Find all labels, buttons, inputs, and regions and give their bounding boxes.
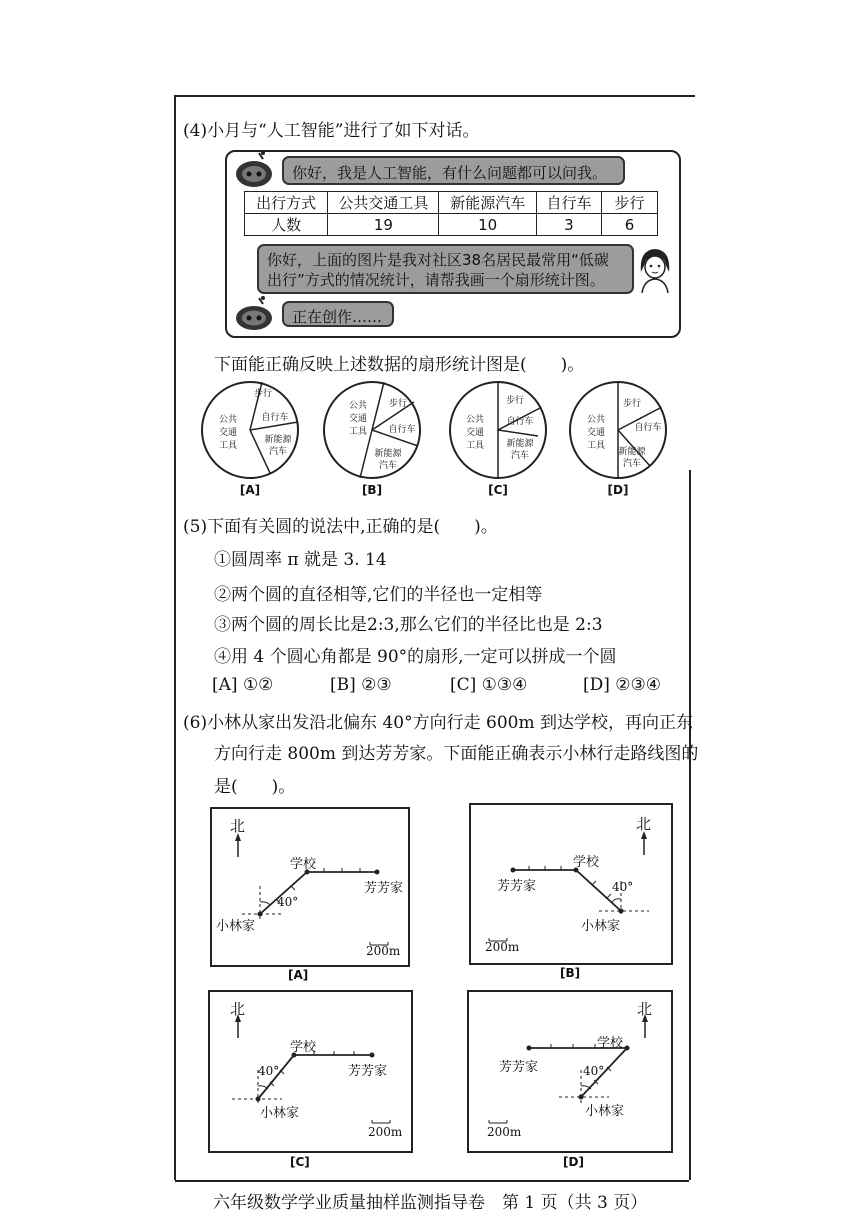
scale-label: 200m <box>366 944 401 958</box>
pie-label: 工具 <box>586 441 606 451</box>
pie-label: 自行车 <box>506 417 534 427</box>
robot-message-1: 你好，我是人工智能，有什么问题都可以问我。 <box>282 156 625 185</box>
map-option-a-label[interactable]: [A] <box>288 968 309 982</box>
pie-label: 新能源 <box>618 447 646 457</box>
girl-avatar-icon <box>636 246 674 294</box>
pie-label: 工具 <box>218 441 238 451</box>
frame-bottom-line <box>175 1180 689 1182</box>
route-map-b <box>469 803 673 965</box>
table-cell: 19 <box>328 214 439 236</box>
q6-line3: 是( )。 <box>214 777 296 797</box>
pie-label: 步行 <box>505 396 525 406</box>
frame-left-line <box>174 95 176 1180</box>
page-footer: 六年级数学学业质量抽样监测指导卷 第 1 页（共 3 页） <box>213 1193 648 1213</box>
q5-statement: ①圆周率 π 就是 3. 14 <box>214 550 387 570</box>
pie-label: 工具 <box>348 427 368 437</box>
map-option-b-label[interactable]: [B] <box>560 966 581 980</box>
q5-option-c[interactable]: [C] ①③④ <box>450 675 528 695</box>
girl-message-line1: 你好，上面的图片是我对社区38名居民最常用“低碳 <box>267 251 609 269</box>
table-cell: 新能源汽车 <box>439 192 536 214</box>
north-label: 北 <box>637 1000 653 1018</box>
pie-label: 交通 <box>586 428 606 438</box>
q6-line2: 方向行走 800m 到达芳芳家。下面能正确表示小林行走路线图的 <box>214 744 699 764</box>
pie-label: 汽车 <box>268 447 288 457</box>
table-cell: 10 <box>439 214 536 236</box>
table-cell: 自行车 <box>536 192 601 214</box>
angle-label: 40° <box>277 895 299 909</box>
pie-label: 自行车 <box>388 425 416 435</box>
pie-options <box>200 378 680 500</box>
q4-question: 下面能正确反映上述数据的扇形统计图是( )。 <box>214 355 585 375</box>
q5-statement: ④用 4 个圆心角都是 90°的扇形,一定可以拼成一个圆 <box>214 647 617 667</box>
pie-label: 新能源 <box>374 449 402 459</box>
lin-home-label: 小林家 <box>216 919 256 934</box>
pie-label: 公共 <box>465 415 485 425</box>
q5-option-b[interactable]: [B] ②③ <box>330 675 392 695</box>
route-map-d <box>467 990 673 1153</box>
angle-label: 40° <box>583 1064 605 1078</box>
north-label: 北 <box>636 815 652 833</box>
table-cell: 3 <box>536 214 601 236</box>
pie-label: 新能源 <box>264 435 292 445</box>
robot-message-2: 正在创作…… <box>282 301 394 327</box>
angle-label: 40° <box>258 1064 280 1078</box>
fang-home-label: 芳芳家 <box>497 879 537 894</box>
girl-message <box>257 244 634 294</box>
fang-home-label: 芳芳家 <box>364 881 404 896</box>
pie-option-label: [B] <box>361 483 383 497</box>
scale-label: 200m <box>487 1125 522 1139</box>
q5-statement: ③两个圆的周长比是2:3,那么它们的半径比也是 2:3 <box>214 615 603 635</box>
pie-label: 交通 <box>348 414 368 424</box>
table-cell: 出行方式 <box>245 192 328 214</box>
frame-right-line <box>689 470 691 1180</box>
map-option-c-label[interactable]: [C] <box>290 1155 310 1169</box>
pie-option-label: [D] <box>607 483 629 497</box>
pie-label: 公共 <box>218 415 238 425</box>
fang-home-label: 芳芳家 <box>499 1060 539 1075</box>
table-cell: 步行 <box>602 192 658 214</box>
table-value-row <box>245 214 658 236</box>
robot-icon <box>233 150 275 190</box>
robot-icon <box>233 295 275 333</box>
table-cell: 6 <box>602 214 658 236</box>
q6-line1: (6)小林从家出发沿北偏东 40°方向行走 600m 到达学校，再向正东 <box>183 713 693 733</box>
q4-title: (4)小月与“人工智能”进行了如下对话。 <box>183 121 480 141</box>
pie-option-label: [C] <box>488 483 508 497</box>
travel-table <box>244 191 658 236</box>
table-header-row <box>245 192 658 214</box>
pie-label: 汽车 <box>622 459 642 469</box>
pie-label: 步行 <box>622 399 642 409</box>
pie-label: 自行车 <box>634 423 662 433</box>
map-option-d-label[interactable]: [D] <box>563 1155 584 1169</box>
school-label: 学校 <box>290 857 317 872</box>
frame-top-line <box>175 95 695 97</box>
angle-label: 40° <box>612 880 634 894</box>
pie-label: 工具 <box>465 441 485 451</box>
route-map-a <box>210 807 410 967</box>
lin-home-label: 小林家 <box>581 919 621 934</box>
q5-statement: ②两个圆的直径相等,它们的半径也一定相等 <box>214 585 543 605</box>
lin-home-label: 小林家 <box>260 1106 300 1121</box>
route-map-c <box>208 990 413 1153</box>
pie-label: 交通 <box>465 428 485 438</box>
table-cell: 公共交通工具 <box>328 192 439 214</box>
pie-label: 公共 <box>348 401 368 411</box>
north-label: 北 <box>230 1000 246 1018</box>
school-label: 学校 <box>597 1036 624 1051</box>
north-label: 北 <box>230 817 246 835</box>
table-cell: 人数 <box>245 214 328 236</box>
lin-home-label: 小林家 <box>585 1104 625 1119</box>
fang-home-label: 芳芳家 <box>348 1064 388 1079</box>
girl-message-line2: 出行”方式的情况统计，请帮我画一个扇形统计图。 <box>267 271 605 289</box>
q5-option-a[interactable]: [A] ①② <box>212 675 274 695</box>
pie-option-label: [A] <box>239 483 261 497</box>
pie-label: 步行 <box>253 389 273 399</box>
school-label: 学校 <box>290 1040 317 1055</box>
pie-label: 公共 <box>586 415 606 425</box>
q5-question: (5)下面有关圆的说法中,正确的是( )。 <box>183 517 498 537</box>
pie-label: 步行 <box>388 399 408 409</box>
pie-label: 新能源 <box>506 439 534 449</box>
scale-label: 200m <box>368 1125 403 1139</box>
pie-label: 交通 <box>218 428 238 438</box>
pie-label: 汽车 <box>510 451 530 461</box>
scale-label: 200m <box>485 940 520 954</box>
pie-label: 自行车 <box>261 413 289 423</box>
school-label: 学校 <box>573 855 600 870</box>
pie-label: 汽车 <box>378 461 398 471</box>
q5-option-d[interactable]: [D] ②③④ <box>583 675 662 695</box>
